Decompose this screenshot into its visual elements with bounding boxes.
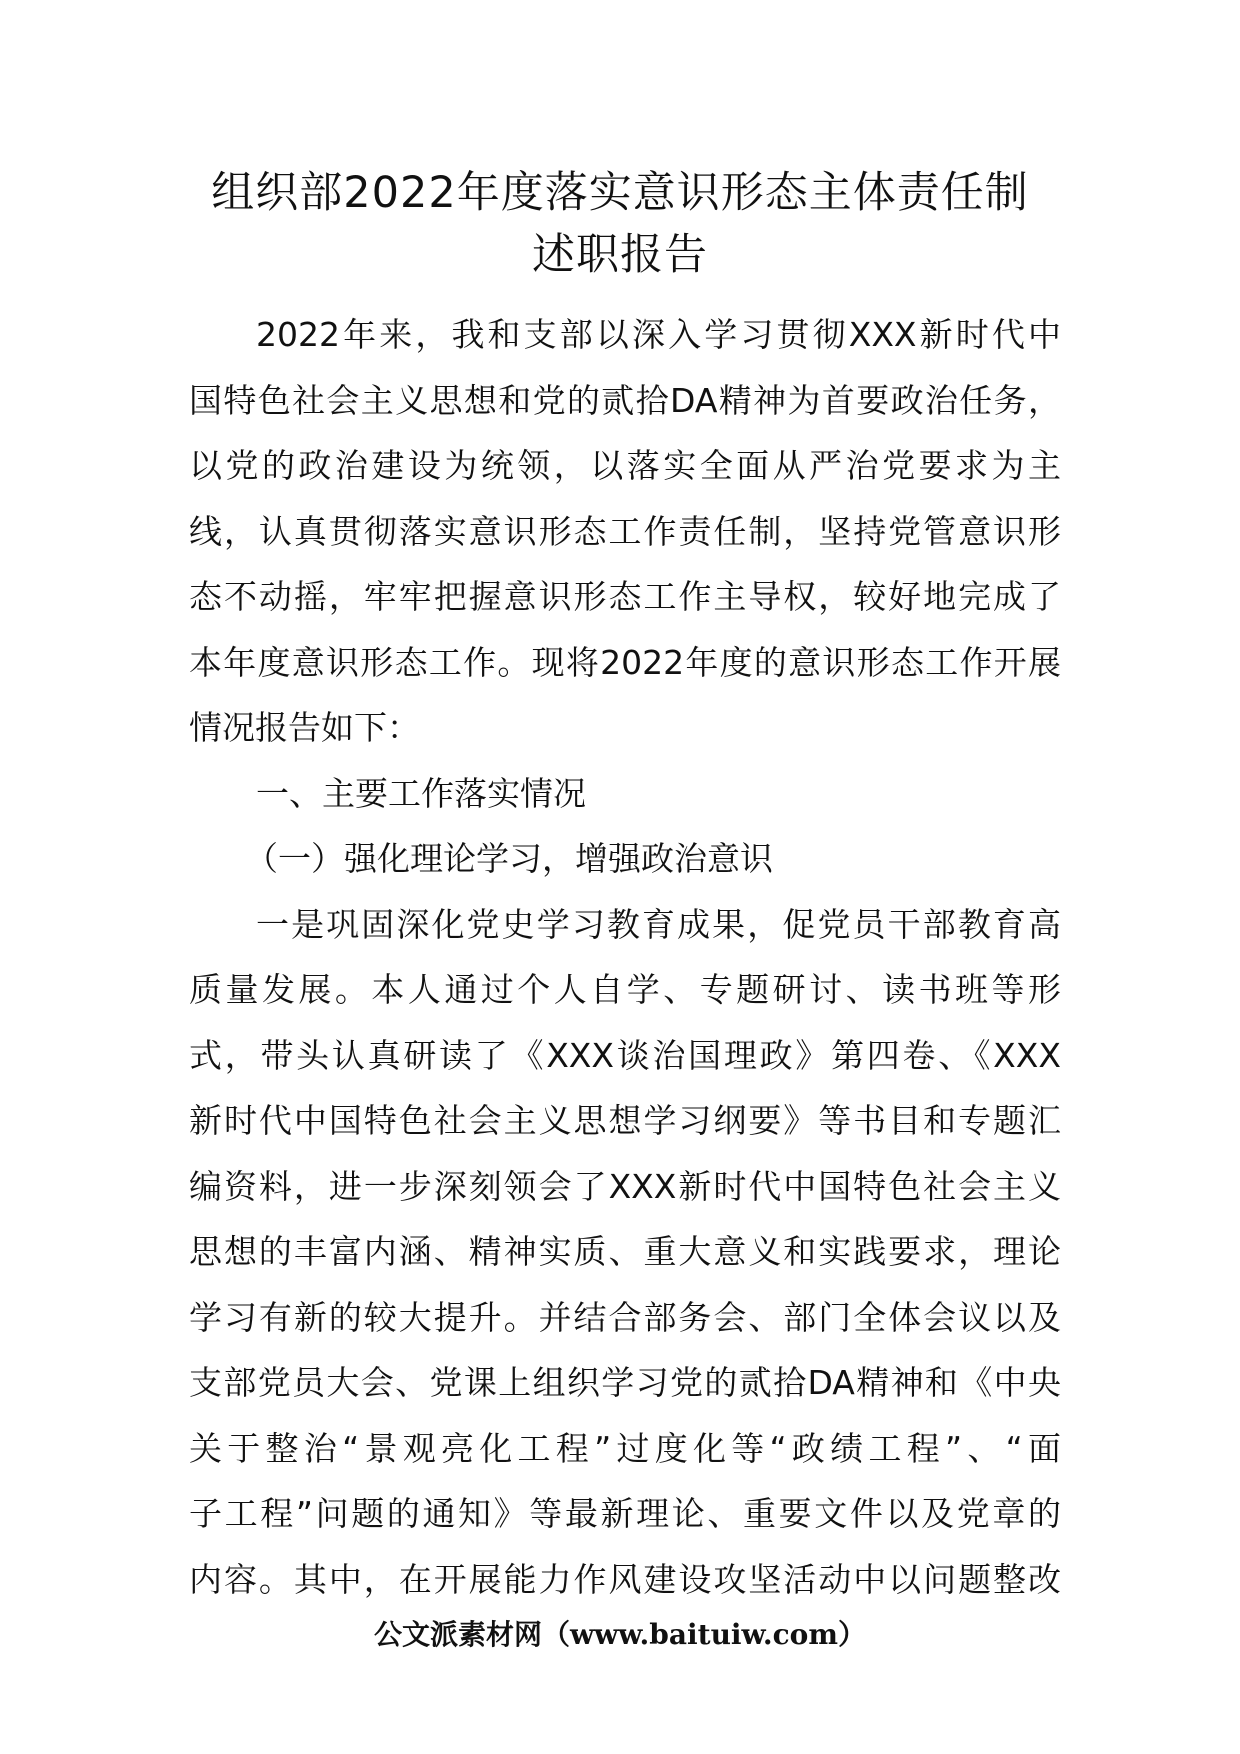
paragraph-line: 子工程”问题的通知》等最新理论、重要文件以及党章的 [189,1494,1061,1533]
footer-watermark: 公文派素材网（www.baituiw.com） [374,1618,866,1651]
paragraph-line: 线，认真贯彻落实意识形态工作责任制，坚持党管意识形 [189,511,1061,551]
paragraph-line: 新时代中国特色社会主义思想学习纲要》等书目和专题汇 [189,1101,1061,1140]
paragraph-line: 一是巩固深化党史学习教育成果，促党员干部教育高 [256,904,1061,944]
paragraph-line: 内容。其中，在开展能力作风建设攻坚活动中以问题整改 [189,1559,1061,1599]
document-title [150,162,1090,286]
title-line-2: 述职报告 [532,230,708,280]
paragraph-line: 本年度意识形态工作。现将2022年度的意识形态工作开展 [189,642,1061,682]
paragraph-line: 思想的丰富内涵、精神实质、重大意义和实践要求，理论 [189,1232,1061,1271]
paragraph-line: 以党的政治建设为统领，以落实全面从严治党要求为主 [189,446,1061,485]
paragraph-line: 质量发展。本人通过个人自学、专题研讨、读书班等形 [189,970,1061,1009]
subsection-heading: （一）强化理论学习，增强政治意识 [245,839,773,878]
paragraph-line: 学习有新的较大提升。并结合部务会、部门全体会议以及 [189,1297,1061,1337]
paragraph-line: 态不动摇，牢牢把握意识形态工作主导权，较好地完成了 [189,577,1061,616]
paragraph-line: 式，带头认真研读了《XXX谈治国理政》第四卷、《XXX [189,1035,1061,1075]
paragraph-line: 情况报告如下： [189,708,420,747]
section-heading: 一、主要工作落实情况 [256,773,586,813]
paragraph-line: 编资料，进一步深刻领会了XXX新时代中国特色社会主义 [189,1166,1061,1206]
paragraph-line: 国特色社会主义思想和党的贰拾DA精神为首要政治任务， [189,380,1061,420]
title-line-1: 组织部2022年度落实意识形态主体责任制 [211,168,1029,218]
paragraph-line: 关于整治“景观亮化工程”过度化等“政绩工程”、“面 [189,1428,1061,1468]
paragraph-line: 2022年来，我和支部以深入学习贯彻XXX新时代中 [256,315,1061,354]
paragraph-line: 支部党员大会、党课上组织学习党的贰拾DA精神和《中央 [189,1363,1061,1402]
document-body [189,302,1061,1612]
